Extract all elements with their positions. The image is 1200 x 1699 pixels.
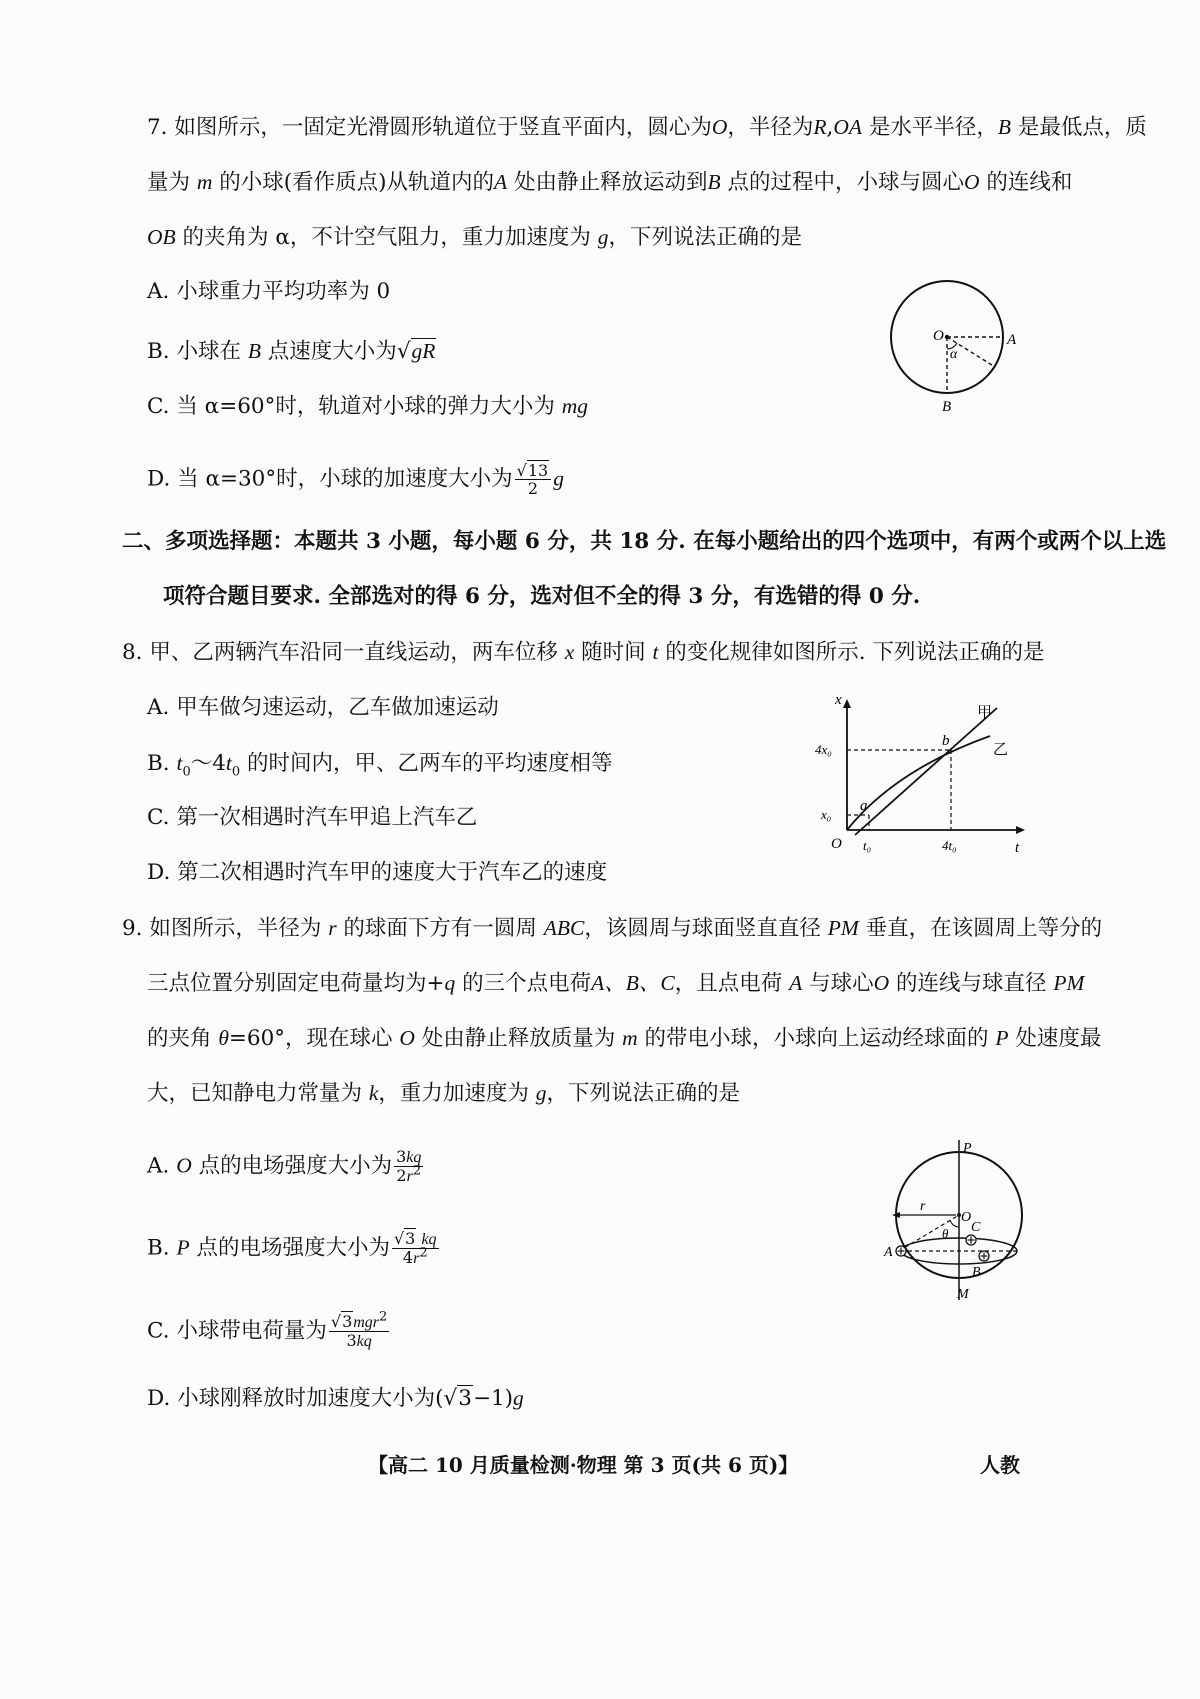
- q7-stem-line1: 7. 如图所示，一固定光滑圆形轨道位于竖直平面内，圆心为O，半径为R,OA 是水平半径，B 是最低点，质: [147, 115, 1147, 140]
- q8-origin-label: O: [831, 836, 842, 852]
- q7-fig-label-b: B: [942, 399, 952, 415]
- q8-option-a: A. 甲车做匀速运动，乙车做加速运动: [147, 695, 499, 720]
- q7-fig-label-o: O: [933, 328, 944, 344]
- q7-option-c: C. 当 α=60°时，轨道对小球的弹力大小为 mg: [147, 394, 588, 419]
- q8-ytick-4x0: 4x₀: [815, 742, 832, 757]
- q8-option-b: B. $t_0\sim 4t_0$ 的时间内，甲、乙两车的平均速度相等: [147, 751, 613, 780]
- q7-option-a: A. 小球重力平均功率为 0: [147, 279, 391, 304]
- q7-fig-label-a: A: [1007, 332, 1017, 348]
- q9-fig-label-p: P: [963, 1141, 972, 1156]
- q8-option-c: C. 第一次相遇时汽车甲追上汽车乙: [147, 805, 478, 830]
- q9-fig-label-theta: θ: [942, 1226, 949, 1241]
- q9-sphere-figure: [880, 1135, 1035, 1305]
- q7-fig-label-alpha: α: [950, 347, 958, 362]
- section2-heading-line2: 项符合题目要求. 全部选对的得 6 分，选对但不全的得 3 分，有选错的得 0 分.: [163, 584, 921, 609]
- q9-fig-label-m: M: [957, 1287, 969, 1302]
- q7-stem-line3: OB 的夹角为 α，不计空气阻力，重力加速度为 g，下列说法正确的是: [147, 225, 802, 250]
- q8-xtick-t0: t₀: [863, 838, 872, 853]
- q9-fig-label-a: A: [884, 1245, 893, 1260]
- q8-point-b: b: [942, 733, 950, 749]
- q8-option-d: D. 第二次相遇时汽车甲的速度大于汽车乙的速度: [147, 860, 608, 885]
- q9-fig-label-b: B: [972, 1265, 981, 1280]
- q8-axis-label-x: x: [835, 692, 842, 708]
- q7-circle-figure: [890, 280, 1030, 420]
- q9-stem-line1: 9. 如图所示，半径为 r 的球面下方有一圆周 ABC，该圆周与球面竖直直径 PM 垂直，在该圆周上等分的: [122, 916, 1103, 941]
- q8-xt-graph: [815, 690, 1030, 865]
- q9-option-d: D. 小球刚释放时加速度大小为(√3−1)g: [147, 1386, 524, 1411]
- q9-stem-line4: 大，已知静电力常量为 k，重力加速度为 g，下列说法正确的是: [147, 1081, 741, 1106]
- q9-stem-line3: 的夹角 θ=60°，现在球心 O 处由静止释放质量为 m 的带电小球，小球向上运动经球面的 P 处速度最: [147, 1026, 1102, 1051]
- q7-stem-line2: 量为 m 的小球(看作质点)从轨道内的A 处由静止释放运动到B 点的过程中，小球与圆心O 的连线和: [147, 170, 1073, 195]
- q9-stem-line2: 三点位置分别固定电荷量均为+q 的三个点电荷A、B、C，且点电荷 A 与球心O 的连线与球直径 PM: [147, 971, 1085, 996]
- q8-axis-label-t: t: [1015, 840, 1020, 856]
- q8-label-yi: 乙: [993, 742, 1009, 758]
- q8-line-jia: [855, 708, 997, 835]
- q8-label-jia: 甲: [977, 705, 993, 721]
- q9-option-c: C. 小球带电荷量为 $\frac{√3mgr^2}{3kq}$: [147, 1309, 388, 1350]
- q7-option-b: B. 小球在 B 点速度大小为√gR: [147, 339, 436, 364]
- q9-option-a: A. O 点的电场强度大小为 $\frac{3kq}{2r^2}$: [147, 1147, 422, 1185]
- q7-option-d: D. 当 α=30°时，小球的加速度大小为 $\frac{√13}{2}$ g: [147, 461, 564, 498]
- q8-ytick-x0: x₀: [821, 807, 832, 822]
- q8-point-a: a: [860, 798, 868, 814]
- page-footer-center: 【高二 10 月质量检测·物理 第 3 页(共 6 页)】: [368, 1453, 799, 1477]
- section2-heading-line1: 二、多项选择题：本题共 3 小题，每小题 6 分，共 18 分. 在每小题给出的四个选项中，有两个或两个以上选: [122, 529, 1167, 554]
- page-footer-right: 人教: [980, 1453, 1020, 1477]
- q8-xtick-4t0: 4t₀: [942, 838, 957, 853]
- q9-fig-label-o: O: [961, 1210, 972, 1225]
- q8-stem: 8. 甲、乙两辆汽车沿同一直线运动，两车位移 x 随时间 t 的变化规律如图所示. 下列说法正确的是: [122, 640, 1045, 665]
- q9-fig-label-c: C: [971, 1220, 981, 1235]
- q9-option-b: B. P 点的电场强度大小为 $\frac{√3 kq}{4r^2}$: [147, 1229, 437, 1267]
- q9-fig-label-r: r: [920, 1199, 926, 1214]
